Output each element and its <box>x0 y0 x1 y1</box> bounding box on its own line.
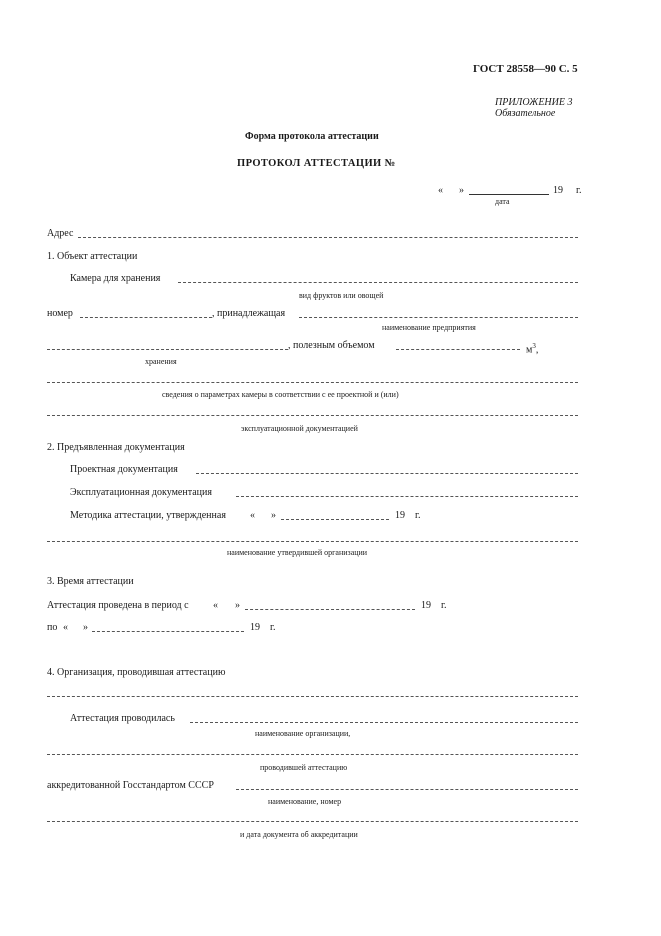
date-year: 19 <box>553 185 563 196</box>
section3-title: 3. Время аттестации <box>47 576 134 587</box>
method-label: Методика аттестации, утвержденная <box>70 510 226 521</box>
period-to-year: 19 <box>250 622 260 633</box>
period-from-year-suffix: г. <box>441 600 447 611</box>
address-label: Адрес <box>47 228 74 239</box>
belonging-label: , принадлежащая <box>212 308 286 319</box>
address-field[interactable] <box>78 237 578 238</box>
chamber-field[interactable] <box>178 282 578 283</box>
chamber-label: Камера для хранения <box>70 273 161 284</box>
period-label: Аттестация проведена в период с <box>47 600 189 611</box>
conducting-caption: проводившей аттестацию <box>260 763 348 772</box>
org-name-caption: наименование организации, <box>255 729 351 738</box>
period-open-quote: « <box>213 600 218 611</box>
date-open-quote: « <box>438 185 443 196</box>
method-year-suffix: г. <box>415 510 421 521</box>
exploit-doc-label: Эксплуатационная документация <box>70 487 212 498</box>
doc-date-caption: и дата документа об аккредитации <box>240 830 358 839</box>
period-to-field[interactable] <box>92 631 244 632</box>
volume-end: , <box>535 344 539 356</box>
volume-unit-sup: 3 <box>532 342 536 350</box>
appendix-label: ПРИЛОЖЕНИЕ 3 <box>495 97 573 108</box>
exploit-doc-field-2[interactable] <box>236 496 578 497</box>
enterprise-field[interactable] <box>299 317 578 318</box>
org-line-2[interactable] <box>47 754 578 755</box>
section2-title: 2. Предъявленная документация <box>47 442 185 453</box>
volume-field[interactable] <box>396 349 520 350</box>
approving-org-field[interactable] <box>47 541 578 542</box>
volume-unit-text: м <box>526 344 533 356</box>
to-label: по <box>47 622 58 633</box>
period-from-field[interactable] <box>245 609 415 610</box>
form-title: Форма протокола аттестации <box>245 131 379 142</box>
project-doc-label: Проектная документация <box>70 464 178 475</box>
method-year: 19 <box>395 510 405 521</box>
accredited-field[interactable] <box>236 789 578 790</box>
exploit-caption: эксплуатационной документацией <box>241 424 358 433</box>
params-caption: сведения о параметрах камеры в соответствии с ее проектной и (или) <box>162 390 399 399</box>
volume-label: , полезным объемом <box>288 340 375 351</box>
storage-caption: хранения <box>145 357 177 366</box>
name-number-caption: наименование, номер <box>268 797 342 806</box>
accreditation-doc-field[interactable] <box>47 821 578 822</box>
conducted-label: Аттестация проводилась <box>70 713 175 724</box>
conducted-field[interactable] <box>190 722 578 723</box>
section1-title: 1. Объект аттестации <box>47 251 138 262</box>
number-label: номер <box>47 308 73 319</box>
date-field[interactable] <box>469 194 549 195</box>
to-close-quote: » <box>83 622 88 633</box>
number-field[interactable] <box>80 317 212 318</box>
chamber-caption: вид фруктов или овощей <box>299 291 384 300</box>
method-open-quote: « <box>250 510 255 521</box>
approving-org-caption: наименование утвердившей организации <box>227 548 368 557</box>
period-close-quote: » <box>235 600 240 611</box>
period-to-year-suffix: г. <box>270 622 276 633</box>
date-close-quote: » <box>459 185 464 196</box>
volume-unit <box>526 340 538 356</box>
method-date-field[interactable] <box>281 519 389 520</box>
date-caption: дата <box>495 197 510 206</box>
mandatory-label: Обязательное <box>495 108 556 119</box>
exploit-doc-field[interactable] <box>47 415 578 416</box>
date-year-suffix: г. <box>576 185 582 196</box>
period-from-year: 19 <box>421 600 431 611</box>
project-doc-field[interactable] <box>196 473 578 474</box>
params-field[interactable] <box>47 382 578 383</box>
storage-field[interactable] <box>47 349 288 350</box>
gost-header: ГОСТ 28558—90 С. 5 <box>473 63 578 75</box>
accredited-label: аккредитованной Госстандартом СССР <box>47 780 214 791</box>
org-line-1[interactable] <box>47 696 578 697</box>
to-open-quote: « <box>63 622 68 633</box>
method-close-quote: » <box>271 510 276 521</box>
protocol-title: ПРОТОКОЛ АТТЕСТАЦИИ № <box>237 158 396 169</box>
enterprise-caption: наименование предприятия <box>382 323 476 332</box>
section4-title: 4. Организация, проводившая аттестацию <box>47 667 226 678</box>
